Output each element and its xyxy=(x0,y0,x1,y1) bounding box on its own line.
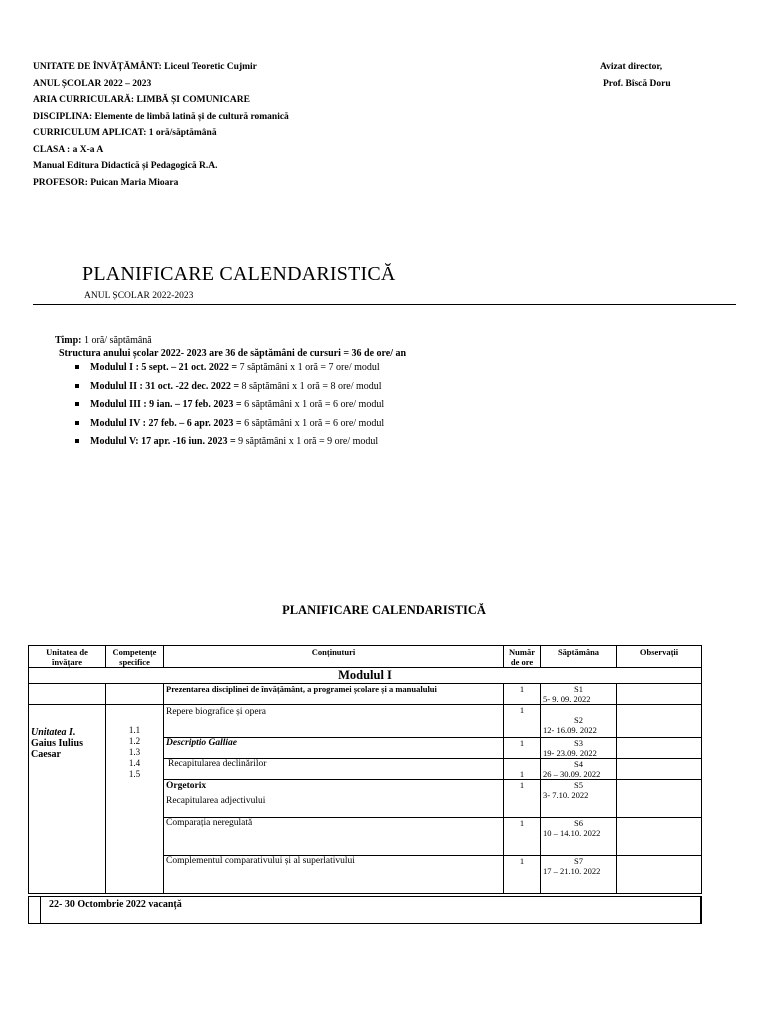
cell-observatii xyxy=(617,759,702,780)
cell-continut: Complementul comparativului și al superlativului xyxy=(164,856,504,894)
bullet-icon xyxy=(75,384,79,388)
vacation-inner-box xyxy=(40,896,702,924)
cell-continut: Repere biografice și opera xyxy=(164,705,504,738)
cell-continut: Orgetorix Recapitularea adjectivului xyxy=(164,780,504,818)
cell-ore: 1 xyxy=(504,818,541,856)
header-profesor: PROFESOR: Puican Maria Mioara xyxy=(33,177,179,188)
cell-ore: 1 xyxy=(504,759,541,780)
cell-continut: Prezentarea disciplinei de învățământ, a programei școlare și a manualului xyxy=(164,684,504,705)
module-title: Modulul I xyxy=(29,668,702,684)
col-header-saptamana: Săptămâna xyxy=(541,646,617,668)
vacation-row xyxy=(28,896,701,924)
cell-continut: Descriptio Galliae xyxy=(164,738,504,759)
cell-saptamana: S1 5- 9. 09. 2022 xyxy=(541,684,617,705)
cell-observatii xyxy=(617,780,702,818)
cell-ore: 1 xyxy=(504,684,541,705)
col-header-continuturi: Conținuturi xyxy=(164,646,504,668)
bullet-icon xyxy=(75,402,79,406)
cell-continut: Comparația neregulată xyxy=(164,818,504,856)
header-clasa: CLASA : a X-a A xyxy=(33,144,104,155)
header-info xyxy=(33,59,289,191)
header-an-scolar: ANUL ȘCOLAR 2022 – 2023 xyxy=(33,78,152,89)
competente-cell: 1.1 1.2 1.3 1.4 1.5 xyxy=(106,705,164,894)
cell-saptamana: S6 10 – 14.10. 2022 xyxy=(541,818,617,856)
module-title-row xyxy=(29,668,702,684)
unit-cell: Unitatea I. Gaius Iulius Caesar xyxy=(29,705,106,894)
school-year-structure: Structura anului școlar 2022- 2023 are 36 de săptămâni de cursuri = 36 de ore/ an xyxy=(59,348,407,359)
cell-saptamana: S4 26 – 30.09. 2022 xyxy=(541,759,617,780)
col-header-numar-ore: Număr de ore xyxy=(504,646,541,668)
header-disciplina: DISCIPLINA: Elemente de limbă latină și de cultură romanică xyxy=(33,111,289,122)
module-item: Modulul III : 9 ian. – 17 feb. 2023 = 6 săptămâni x 1 oră = 6 ore/ modul xyxy=(74,399,384,418)
table-header-row xyxy=(29,646,702,668)
bullet-icon xyxy=(75,421,79,425)
bullet-icon xyxy=(75,439,79,443)
col-header-unitate: Unitatea de învățare xyxy=(29,646,106,668)
cell-observatii xyxy=(617,738,702,759)
module-list xyxy=(74,362,384,455)
director-name: Prof. Bîscă Doru xyxy=(603,78,671,89)
cell-saptamana: S3 19- 23.09. 2022 xyxy=(541,738,617,759)
page-subtitle: ANUL ȘCOLAR 2022-2023 xyxy=(84,291,194,301)
module-item: Modulul II : 31 oct. -22 dec. 2022 = 8 săptămâni x 1 oră = 8 ore/ modul xyxy=(74,381,384,400)
header-aria: ARIA CURRICULARĂ: LIMBĂ ȘI COMUNICARE xyxy=(33,95,250,105)
col-header-observatii: Observații xyxy=(617,646,702,668)
cell-continut: Recapitularea declinărilor xyxy=(164,759,504,780)
cell-saptamana: S2 12- 16.09. 2022 xyxy=(541,705,617,738)
table-row xyxy=(29,705,702,738)
col-header-competente: Competențe specifice xyxy=(106,646,164,668)
table-title: PLANIFICARE CALENDARISTICĂ xyxy=(282,603,486,617)
cell-empty xyxy=(106,684,164,705)
cell-observatii xyxy=(617,705,702,738)
cell-ore: 1 xyxy=(504,738,541,759)
header-unitate: UNITATE DE ÎNVĂȚĂMÂNT: Liceul Teoretic Cujmir xyxy=(33,62,257,72)
header-curriculum: CURRICULUM APLICAT: 1 oră/săptămână xyxy=(33,128,217,138)
cell-observatii xyxy=(617,818,702,856)
title-divider xyxy=(33,304,736,305)
cell-ore: 1 xyxy=(504,780,541,818)
bullet-icon xyxy=(75,365,79,369)
module-item: Modulul V: 17 apr. -16 iun. 2023 = 9 săptămâni x 1 oră = 9 ore/ modul xyxy=(74,436,384,455)
header-manual: Manual Editura Didactică și Pedagogică R.A. xyxy=(33,161,218,171)
approval-block xyxy=(600,59,671,92)
cell-observatii xyxy=(617,856,702,894)
time-allocation: Timp: 1 oră/ săptămână xyxy=(55,335,152,346)
avizat-director: Avizat director, xyxy=(600,62,663,72)
cell-empty xyxy=(29,684,106,705)
planning-table xyxy=(28,645,702,894)
cell-ore: 1 xyxy=(504,705,541,738)
table-row xyxy=(29,684,702,705)
page-title: PLANIFICARE CALENDARISTICĂ xyxy=(82,263,396,285)
module-item: Modulul IV : 27 feb. – 6 apr. 2023 = 6 săptămâni x 1 oră = 6 ore/ modul xyxy=(74,418,384,437)
cell-saptamana: S7 17 – 21.10. 2022 xyxy=(541,856,617,894)
module-item: Modulul I : 5 sept. – 21 oct. 2022 = 7 săptămâni x 1 oră = 7 ore/ modul xyxy=(74,362,384,381)
vacation-text: 22- 30 Octombrie 2022 vacanță xyxy=(49,899,182,910)
cell-saptamana: S5 3- 7.10. 2022 xyxy=(541,780,617,818)
cell-observatii xyxy=(617,684,702,705)
cell-ore: 1 xyxy=(504,856,541,894)
